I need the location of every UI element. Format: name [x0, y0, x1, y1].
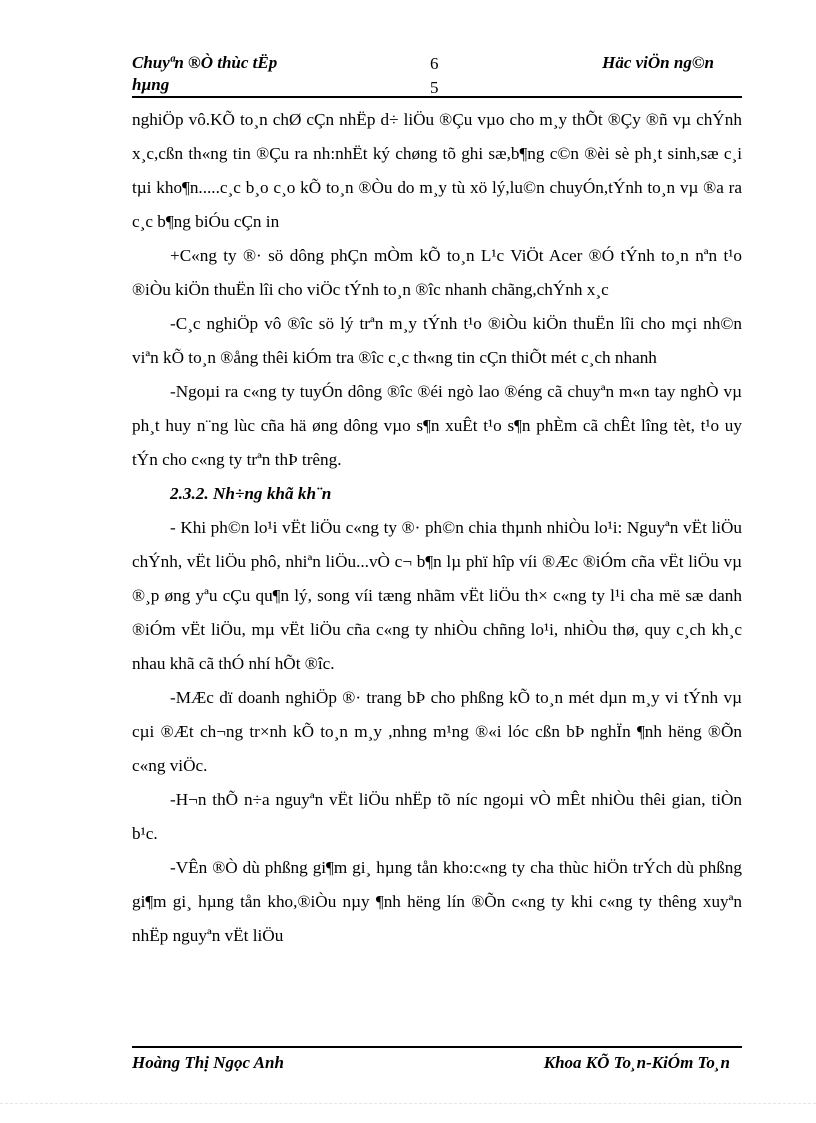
- paragraph: -Ngoµi ra c«ng ty tuyÓn dông ®îc ®éi ngò lao ®éng cã chuyªn m«n tay nghÒ vµ ph¸t huy n¨ng lùc cña hä øng dông vµo s¶n xuÊt t¹o s¶n phÈm cã chÊt lîng tèt, t¹o uy tÝn cho c«ng ty trªn thÞ trêng.: [132, 382, 742, 469]
- paragraph: - Khi ph©n lo¹i vËt liÖu c«ng ty ®· ph©n chia thµnh nhiÒu lo¹i: Nguyªn vËt liÖu chÝnh, vËt liÖu phô, nhiªn liÖu...vÒ c¬ b¶n lµ phï hîp víi ®Æc ®iÓm cña vËt liÖu vµ ®¸p øng yªu cÇu qu¶n lý, song víi tæng nhãm vËt liÖu th× c«ng ty l¹i cha më sæ danh ®iÓm vËt liÖu, mµ vËt liÖu cña c«ng ty nhiÒu chñng lo¹i, nhiÒu thø, quy c¸ch kh¸c nhau khã cã thÓ nhí hÕt ®îc.: [132, 518, 742, 673]
- paragraph: -H¬n thÕ n÷a nguyªn vËt liÖu nhËp tõ níc ngoµi vÒ mÊt nhiÒu thêi gian, tiÒn b¹c.: [132, 790, 742, 843]
- page-header: [132, 52, 742, 96]
- page-edge: [0, 1103, 816, 1104]
- header-title: Chuyªn ®Ò thùc tËp hµng: [132, 53, 278, 94]
- page-number: 6 5: [430, 54, 439, 97]
- footer-department: Khoa KÕ To¸n-KiÓm To¸n: [543, 1053, 730, 1072]
- paragraph: +C«ng ty ®· sö dông phÇn mÒm kÕ to¸n L¹c ViÖt Acer ®Ó tÝnh to¸n nªn t¹o ®iÒu kiÖn thuËn lîi cho viÖc tÝnh to¸n ®îc nhanh chãng,chÝnh x¸c: [132, 246, 742, 299]
- paragraph: -C¸c nghiÖp vô ®îc sö lý trªn m¸y tÝnh t¹o ®iÒu kiÖn thuËn lîi cho mçi nh©n viªn kÕ to¸n ®ång thêi kiÓm tra ®îc c¸c th«ng tin cÇn thiÕt mét c¸ch nhanh: [132, 314, 742, 367]
- paragraph: -MÆc dï doanh nghiÖp ®· trang bÞ cho phßng kÕ to¸n mét dµn m¸y vi tÝnh vµ cµi ®Æt ch¬ng tr×nh kÕ to¸n m¸y ,nhng m¹ng ®«i lóc cßn bÞ nghÏn ¶nh hëng ®Õn c«ng viÖc.: [132, 688, 742, 775]
- document-body: [132, 103, 742, 953]
- footer-author: Hoàng Thị Ngọc Anh: [132, 1053, 284, 1072]
- header-institution: Häc viÖn ng©n: [602, 53, 714, 72]
- paragraph: nghiÖp vô.KÕ to¸n chØ cÇn nhËp d÷ liÖu ®Çu vµo cho m¸y thÕt ®Çy ®ñ vµ chÝnh x¸c,cßn th«ng tin ®Çu ra nh:nhËt ký chøng tõ ghi sæ,b¶ng c©n ®èi sè ph¸t sinh,sæ c¸i tµi kho¶n.....c¸c b¸o c¸o kÕ to¸n ®Òu do m¸y tù xö lý,lu©n chuyÓn,tÝnh to¸n vµ ®a ra c¸c b¶ng biÓu cÇn in: [132, 110, 742, 231]
- section-heading: 2.3.2. Nh÷ng khã kh¨n: [170, 484, 332, 503]
- header-divider: [132, 96, 742, 98]
- paragraph: -VÊn ®Ò dù phßng gi¶m gi¸ hµng tån kho:c«ng ty cha thùc hiÖn trÝch dù phßng gi¶m gi¸ hµng tån kho,®iÒu nµy ¶nh hëng lín ®Õn c«ng ty khi c«ng ty thêng xuyªn nhËp nguyªn vËt liÖu: [132, 858, 742, 945]
- footer-divider: [132, 1046, 742, 1048]
